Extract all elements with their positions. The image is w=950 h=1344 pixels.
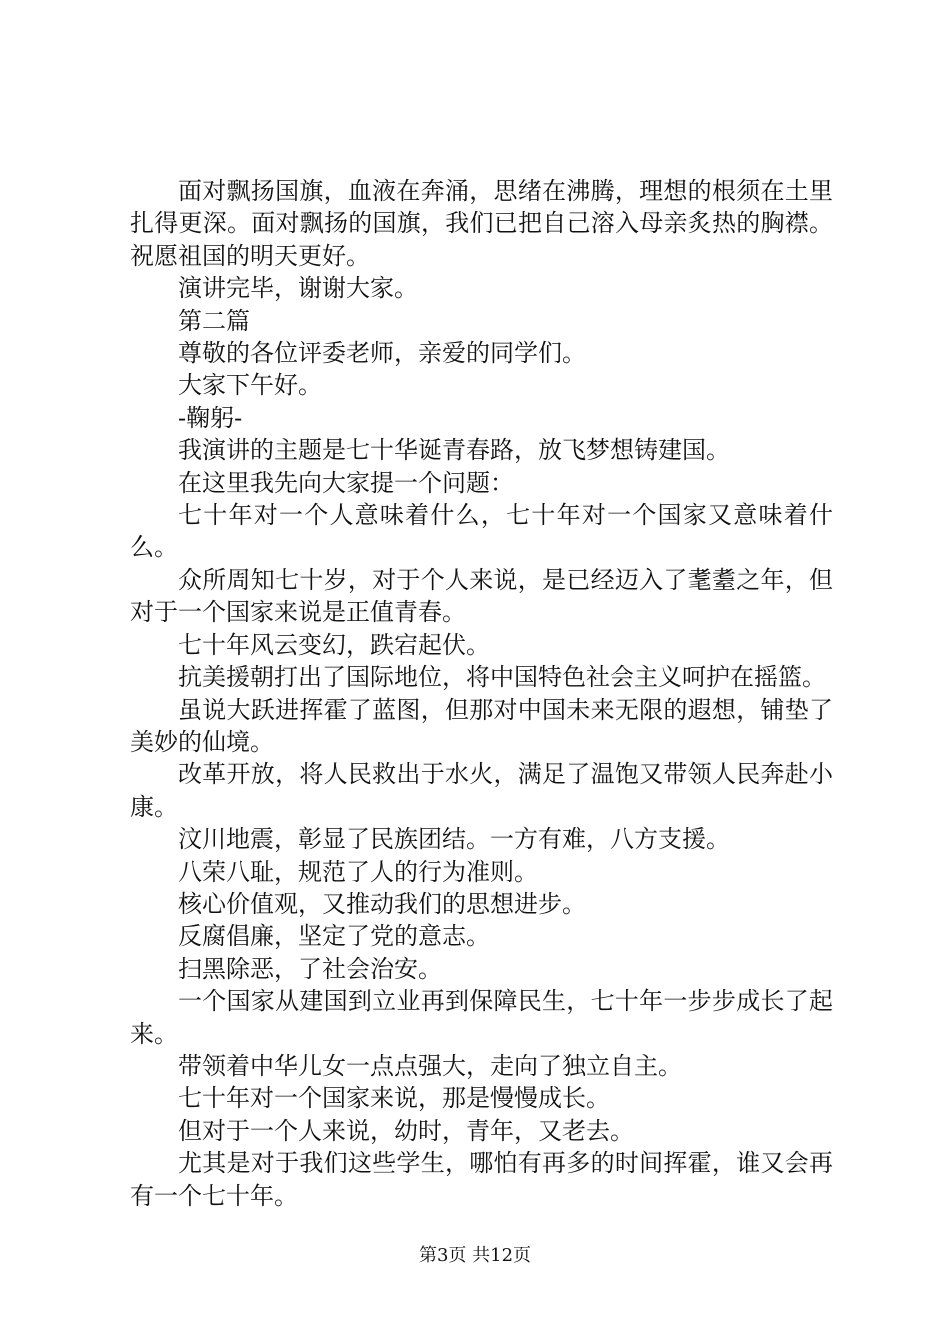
paragraph: 虽说大跃进挥霍了蓝图，但那对中国未来无限的遐想，铺垫了美妙的仙境。 bbox=[130, 695, 833, 756]
paragraph: 带领着中华儿女一点点强大，走向了独立自主。 bbox=[178, 1051, 682, 1080]
paragraph: 七十年风云变幻，跌宕起伏。 bbox=[178, 630, 490, 659]
paragraph: 尤其是对于我们这些学生，哪怕有再多的时间挥霍，谁又会再有一个七十年。 bbox=[130, 1149, 833, 1210]
section-heading: 第二篇 bbox=[178, 306, 250, 335]
paragraph: 尊敬的各位评委老师，亲爱的同学们。 bbox=[178, 339, 586, 368]
paragraph: 众所周知七十岁，对于个人来说，是已经迈入了耄耋之年，但对于一个国家来说是正值青春。 bbox=[130, 565, 833, 627]
paragraph: 扫黑除恶，了社会治安。 bbox=[178, 954, 442, 983]
page-footer bbox=[0, 1244, 950, 1268]
paragraph: 大家下午好。 bbox=[178, 371, 322, 400]
paragraph: 我演讲的主题是七十华诞青春路，放飞梦想铸建国。 bbox=[178, 436, 730, 465]
page-number-label: 第3页 共12页 bbox=[418, 1245, 532, 1266]
paragraph: 汶川地震，彰显了民族团结。一方有难，八方支援。 bbox=[178, 825, 730, 854]
paragraph: 演讲完毕，谢谢大家。 bbox=[178, 274, 418, 303]
paragraph: 七十年对一个国家来说，那是慢慢成长。 bbox=[178, 1084, 610, 1113]
paragraph: 核心价值观，又推动我们的思想进步。 bbox=[178, 889, 586, 918]
paragraph: 面对飘扬国旗，血液在奔涌，思绪在沸腾，理想的根须在土里扎得更深。面对飘扬的国旗，我们已把自己溶入母亲炙热的胸襟。祝愿祖国的明天更好。 bbox=[130, 177, 833, 270]
paragraph: 八荣八耻，规范了人的行为准则。 bbox=[178, 857, 538, 886]
paragraph: 抗美援朝打出了国际地位，将中国特色社会主义呵护在摇篮。 bbox=[178, 663, 826, 692]
paragraph: 改革开放，将人民救出于水火，满足了温饱又带领人民奔赴小康。 bbox=[130, 760, 833, 821]
paragraph: 七十年对一个人意味着什么，七十年对一个国家又意味着什么。 bbox=[130, 501, 833, 562]
paragraph: -鞠躬- bbox=[178, 403, 243, 432]
paragraph: 在这里我先向大家提一个问题： bbox=[178, 468, 514, 497]
document-body bbox=[130, 175, 833, 1212]
paragraph: 反腐倡廉，坚定了党的意志。 bbox=[178, 922, 490, 951]
paragraph: 一个国家从建国到立业再到保障民生，七十年一步步成长了起来。 bbox=[130, 987, 833, 1048]
paragraph: 但对于一个人来说，幼时，青年，又老去。 bbox=[178, 1116, 634, 1145]
